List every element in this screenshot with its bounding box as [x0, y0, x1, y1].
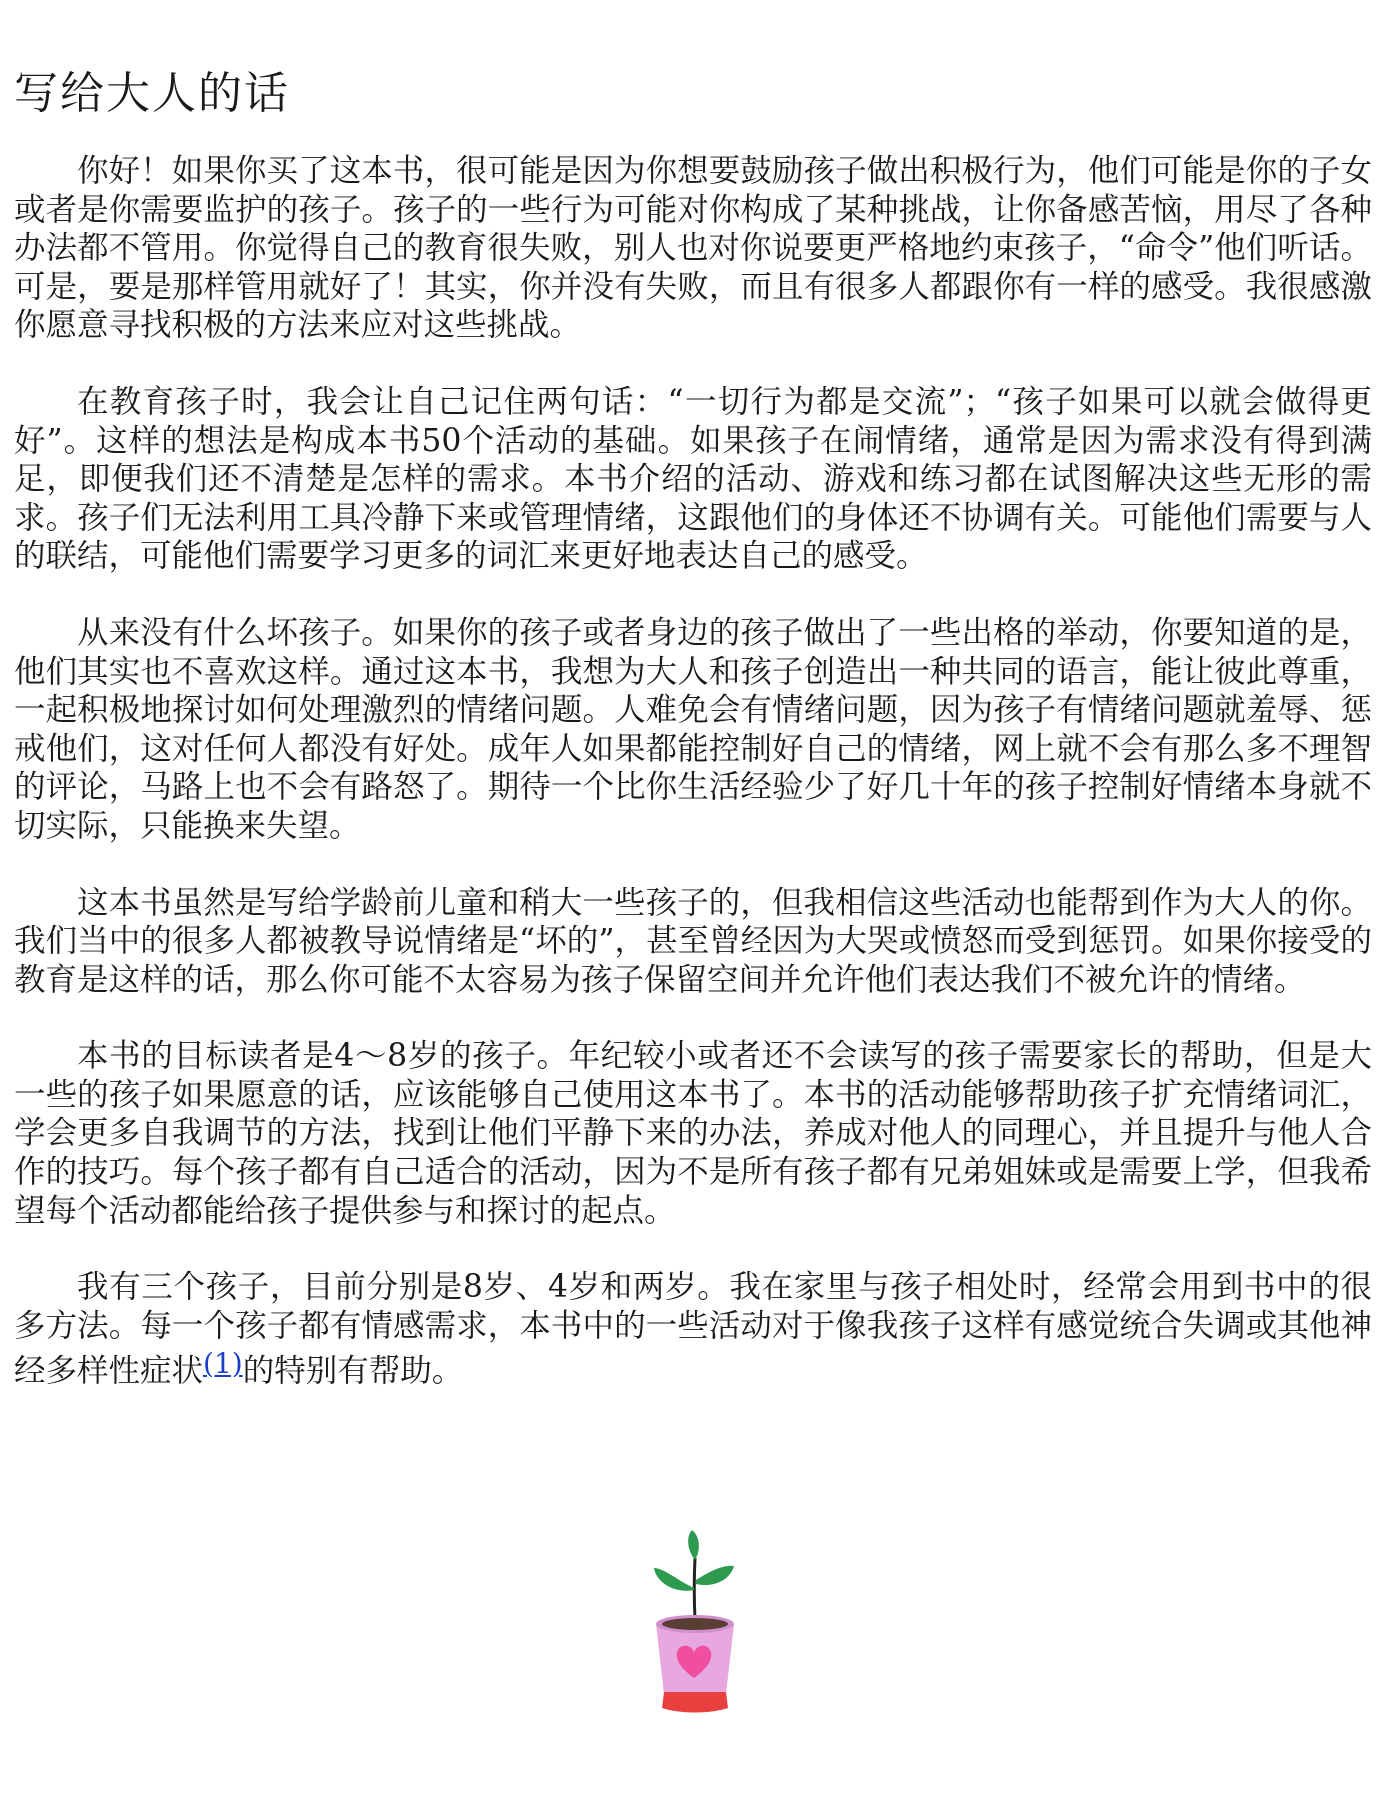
paragraph-4: 这本书虽然是写给学龄前儿童和稍大一些孩子的，但我相信这些活动也能帮到作为大人的你。我们当中的很多人都被教导说情绪是“坏的”，甚至曾经因为大哭或愤怒而受到惩罚。如果你接受的教育是这样的话，那么你可能不太容易为孩子保留空间并允许他们表达我们不被允许的情绪。: [14, 884, 1372, 998]
paragraph-2: 在教育孩子时，我会让自己记住两句话：“一切行为都是交流”；“孩子如果可以就会做得更好”。这样的想法是构成本书50个活动的基础。如果孩子在闹情绪，通常是因为需求没有得到满足，即便我们还不清楚是怎样的需求。本书介绍的活动、游戏和练习都在试图解决这些无形的需求。孩子们无法利用工具冷静下来或管理情绪，这跟他们的身体还不协调有关。可能他们需要与人的联结，可能他们需要学习更多的词汇来更好地表达自己的感受。: [14, 383, 1372, 575]
paragraph-6-text: 我有三个孩子，目前分别是8岁、4岁和两岁。我在家里与孩子相处时，经常会用到书中的很多方法。每一个孩子都有情感需求，本书中的一些活动对于像我孩子这样有感觉统合失调或其他神经多样性症状: [14, 1269, 1372, 1390]
paragraph-6: [14, 1268, 1372, 1391]
paragraph-6-tail: 的特别有帮助。: [242, 1353, 464, 1390]
plant-soil: [662, 1618, 728, 1630]
plant-leaf-left: [654, 1568, 694, 1591]
plant-stem: [694, 1558, 695, 1620]
plant-leaf-right: [696, 1566, 734, 1585]
page: [14, 0, 1372, 1391]
page-title: 写给大人的话: [14, 68, 290, 119]
paragraph-3: 从来没有什么坏孩子。如果你的孩子或者身边的孩子做出了一些出格的举动，你要知道的是，他们其实也不喜欢这样。通过这本书，我想为大人和孩子创造出一种共同的语言，能让彼此尊重，一起积极地探讨如何处理激烈的情绪问题。人难免会有情绪问题，因为孩子有情绪问题就羞辱、惩戒他们，这对任何人都没有好处。成年人如果都能控制好自己的情绪，网上就不会有那么多不理智的评论，马路上也不会有路怒了。期待一个比你生活经验少了好几十年的孩子控制好情绪本身就不切实际，只能换来失望。: [14, 614, 1372, 844]
paragraph-5: 本书的目标读者是4～8岁的孩子。年纪较小或者还不会读写的孩子需要家长的帮助，但是大一些的孩子如果愿意的话，应该能够自己使用这本书了。本书的活动能够帮助孩子扩充情绪词汇，学会更多自我调节的方法，找到让他们平静下来的办法，养成对他人的同理心，并且提升与他人合作的技巧。每个孩子都有自己适合的活动，因为不是所有孩子都有兄弟姐妹或是需要上学，但我希望每个活动都能给孩子提供参与和探讨的起点。: [14, 1038, 1372, 1229]
plant-pot-base: [662, 1692, 728, 1713]
paragraph-1: 你好！如果你买了这本书，很可能是因为你想要鼓励孩子做出积极行为，他们可能是你的子女或者是你需要监护的孩子。孩子的一些行为可能对你构成了某种挑战，让你备感苦恼，用尽了各种办法都不管用。你觉得自己的教育很失败，别人也对你说要更严格地约束孩子，“命令”他们听话。可是，要是那样管用就好了！其实，你并没有失败，而且有很多人都跟你有一样的感受。我很感激你愿意寻找积极的方法来应对这些挑战。: [14, 153, 1372, 344]
footnote-link[interactable]: (1): [203, 1347, 243, 1381]
plant-leaf-top: [688, 1530, 699, 1560]
potted-plant-heart-icon: [650, 1528, 740, 1718]
